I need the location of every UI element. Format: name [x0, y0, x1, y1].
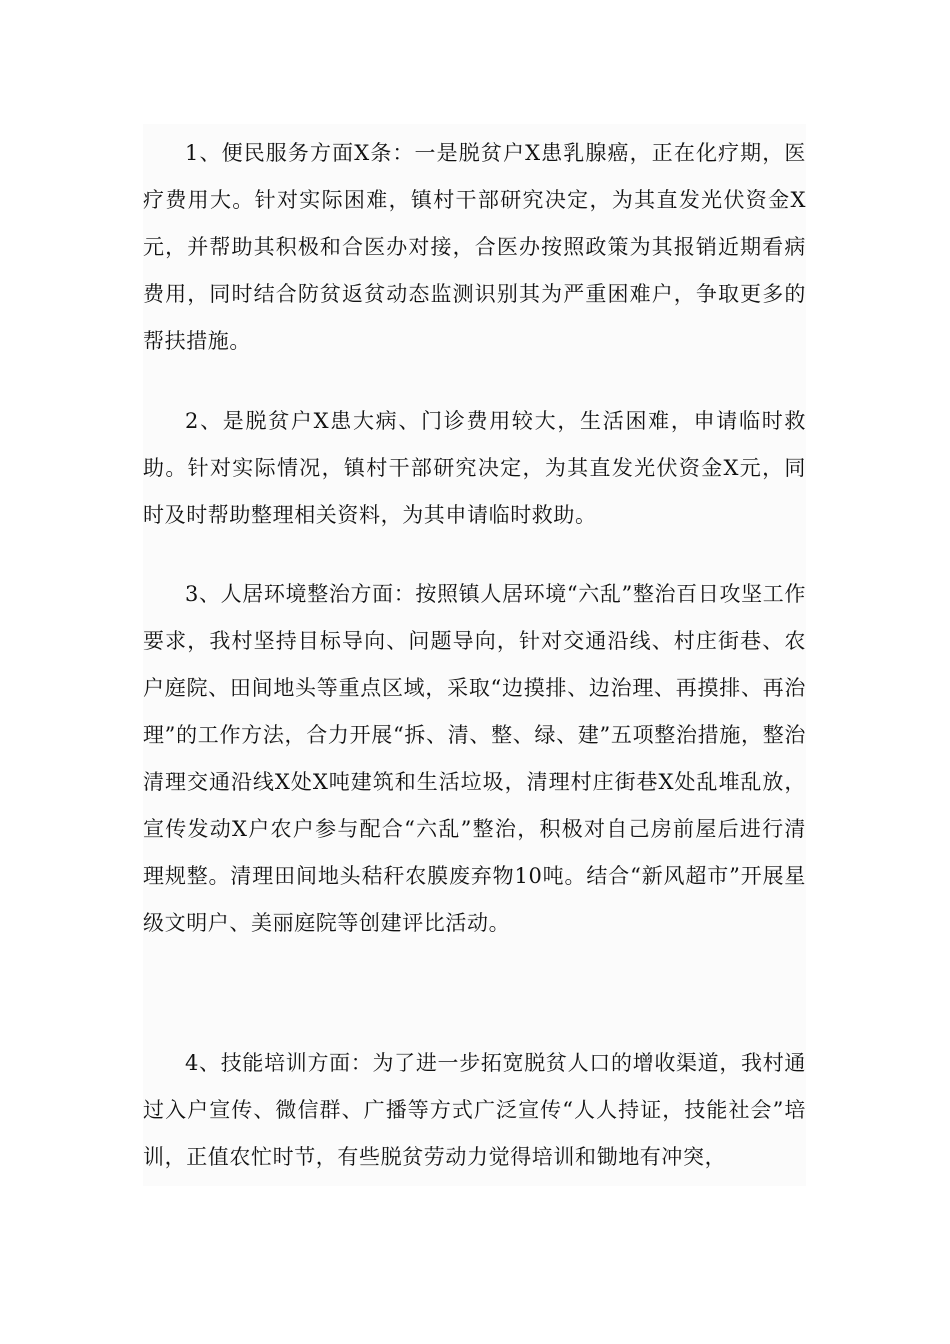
paragraph-skills-training: 4、技能培训方面：为了进一步拓宽脱贫人口的增收渠道，我村通过入户宣传、微信群、广播等方式广泛宣传“人人持证，技能社会”培训，正值农忙时节，有些脱贫劳动力觉得培训和锄地有冲突，	[143, 1051, 806, 1169]
paragraph-convenience-services: 1、便民服务方面X条：一是脱贫户X患乳腺癌，正在化疗期，医疗费用大。针对实际困难，镇村干部研究决定，为其直发光伏资金X元，并帮助其积极和合医办对接，合医办按照政策为其报销近期看病费用，同时结合防贫返贫动态监测识别其为严重困难户，争取更多的帮扶措施。	[143, 141, 806, 353]
paragraph-temporary-relief: 2、是脱贫户X患大病、门诊费用较大，生活困难，申请临时救助。针对实际情况，镇村干部研究决定，为其直发光伏资金X元，同时及时帮助整理相关资料，为其申请临时救助。	[143, 409, 806, 527]
document-body	[143, 124, 806, 1186]
paragraph-living-environment: 3、人居环境整治方面：按照镇人居环境“六乱”整治百日攻坚工作要求，我村坚持目标导向、问题导向，针对交通沿线、村庄街巷、农户庭院、田间地头等重点区域，采取“边摸排、边治理、再摸排、再治理”的工作方法，合力开展“拆、清、整、绿、建”五项整治措施，整治清理交通沿线X处X吨建筑和生活垃圾，清理村庄街巷X处乱堆乱放，宣传发动X户农户参与配合“六乱”整治，积极对自己房前屋后进行清理规整。清理田间地头秸秆农膜废弃物10吨。结合“新风超市”开展星级文明户、美丽庭院等创建评比活动。	[143, 582, 806, 935]
